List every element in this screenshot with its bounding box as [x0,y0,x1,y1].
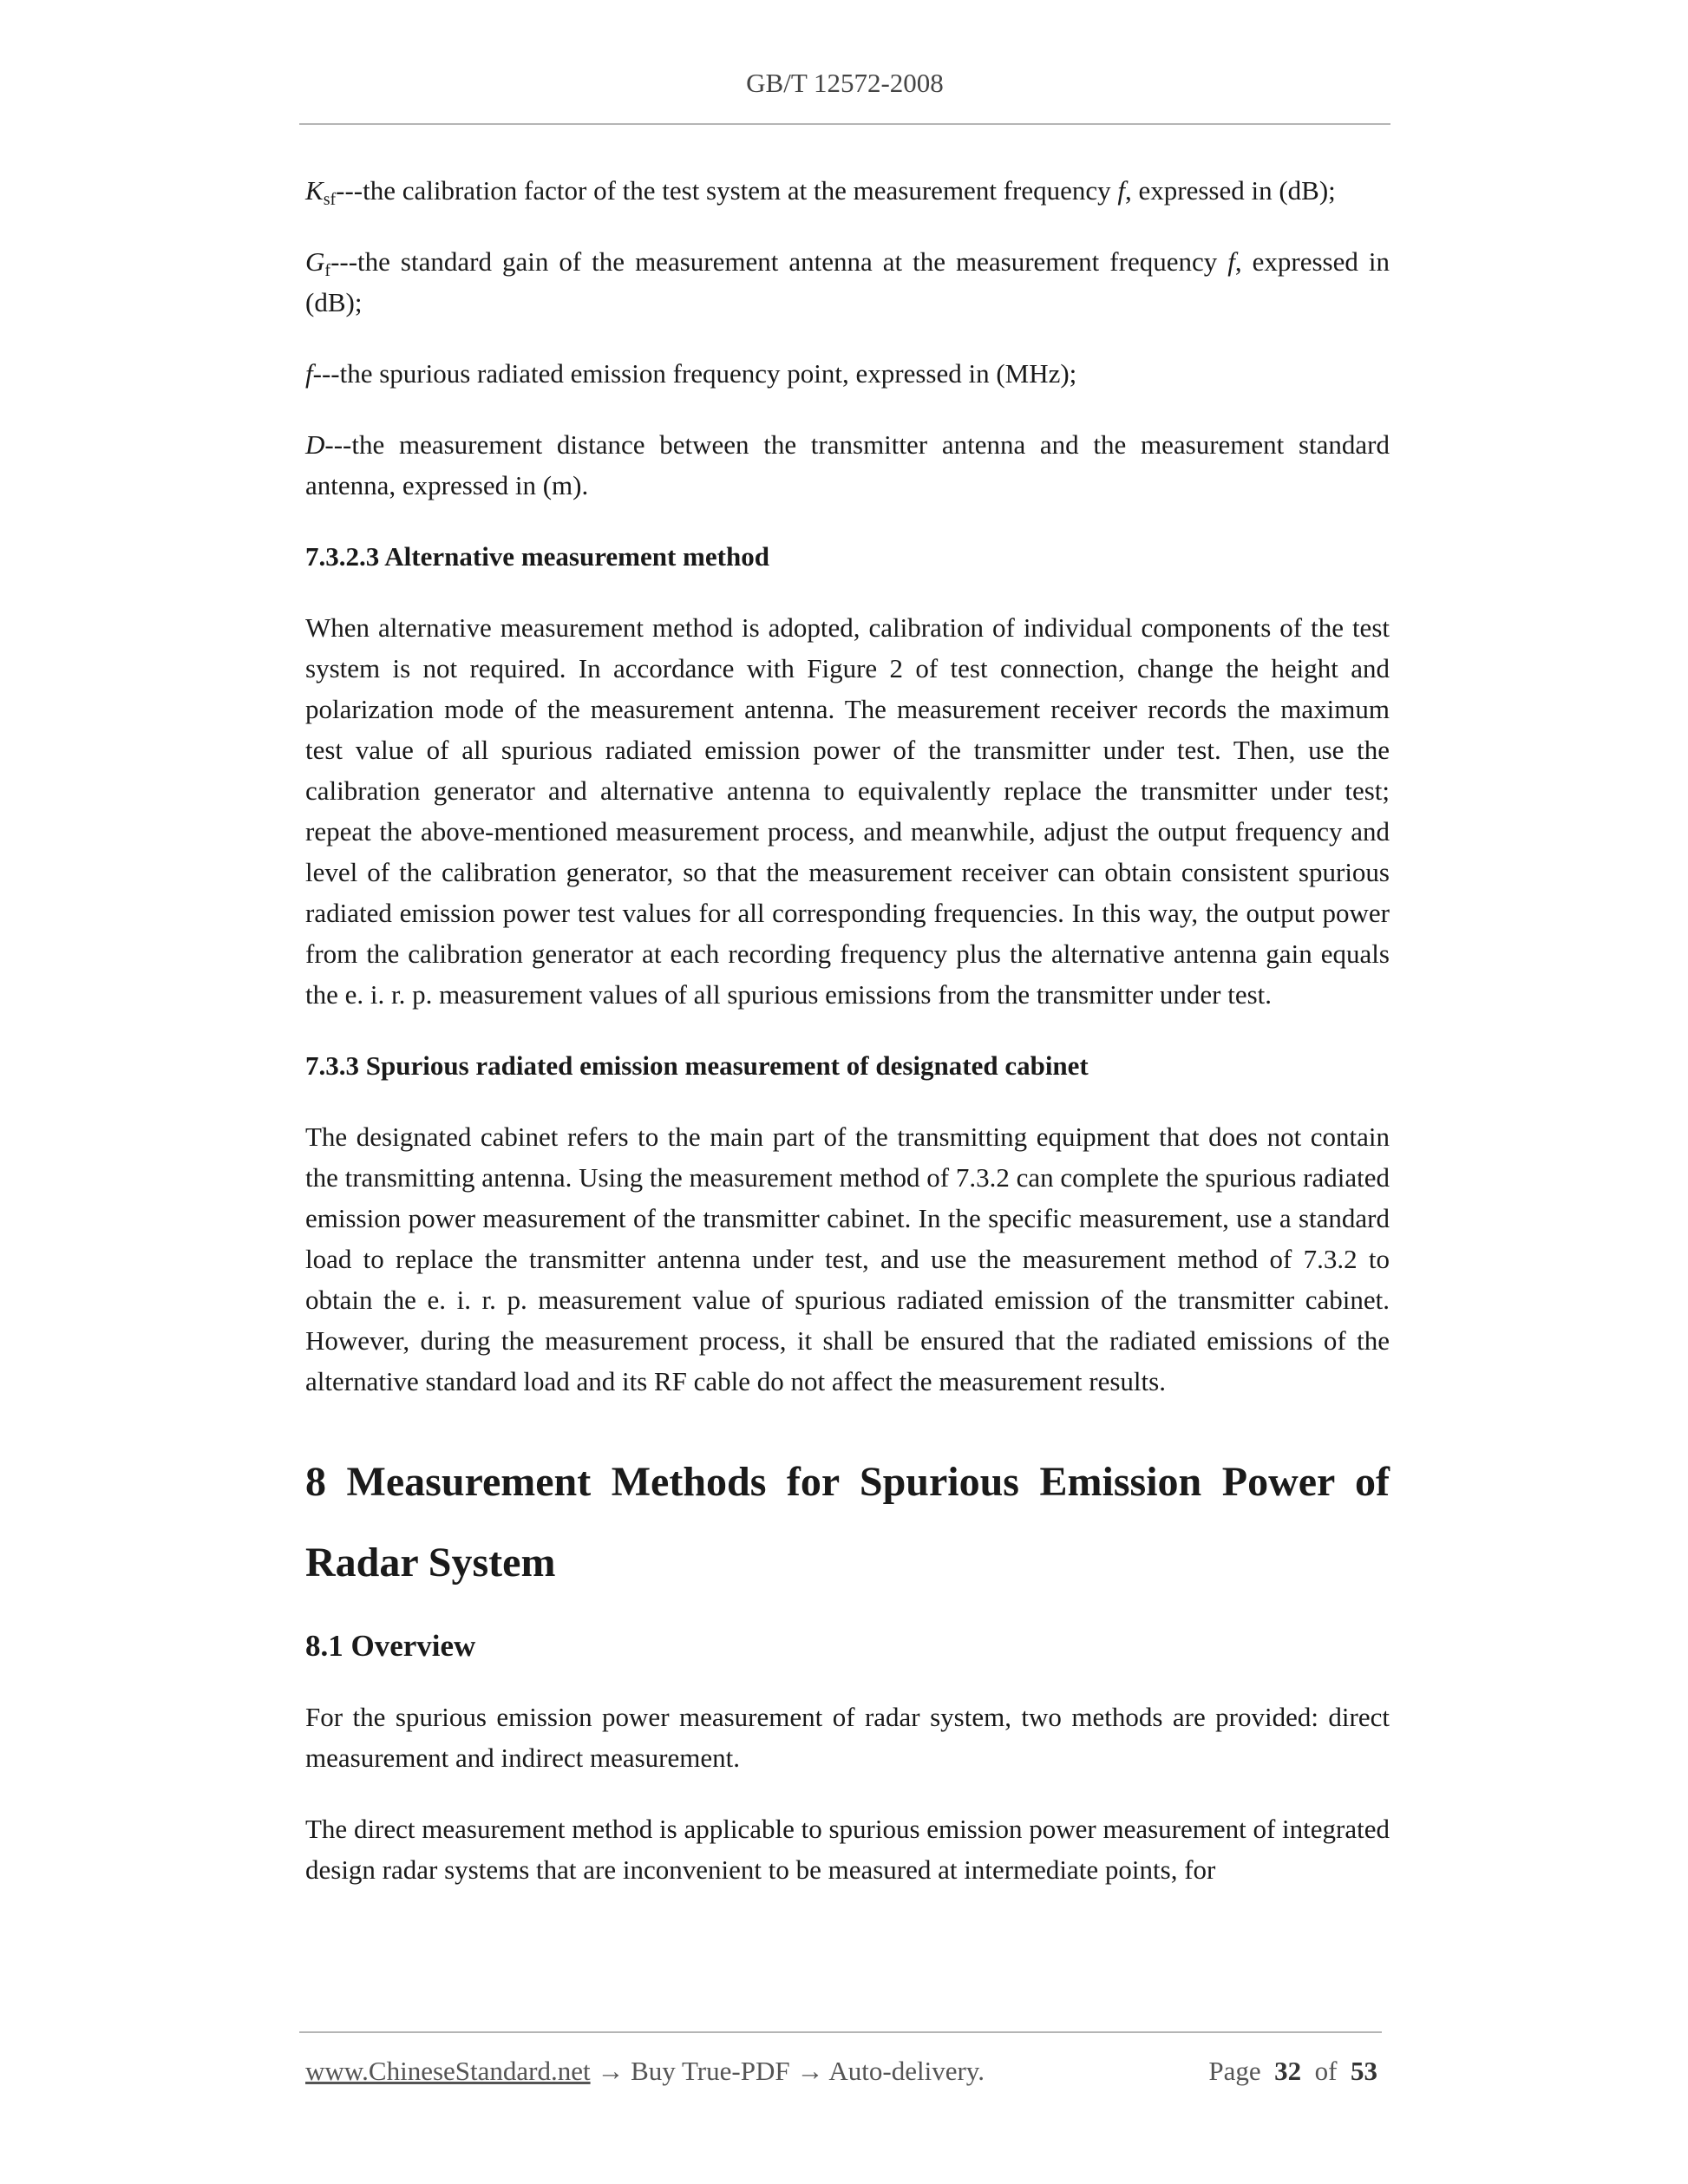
subscript-sf: sf [323,190,337,209]
heading-7-3-3: 7.3.3 Spurious radiated emission measurement of designated cabinet [305,1050,1089,1081]
footer-promo [305,2056,985,2087]
symbol-d: D [305,429,325,460]
paragraph-8-1-first: For the spurious emission power measurement of radar system, two methods are provided: direct measurement and indirect measurement. [305,1702,1390,1773]
definition-d [305,424,1390,506]
variable-f: f [1117,175,1125,206]
paragraph-8-1-second: The direct measurement method is applicable to spurious emission power measurement of integrated design radar systems that are inconvenient to be measured at intermediate points, for [305,1814,1390,1885]
footer-divider [299,2031,1382,2033]
paragraph-7-3-3: The designated cabinet refers to the main part of the transmitting equipment that does not contain the transmitting antenna. Using the measurement method of 7.3.2 can complete the spurious radiated emission power measurement of the transmitter cabinet. In the specific measurement, use a standard load to replace the transmitter antenna under test, and use the measurement method of 7.3.2 to obtain the e. i. r. p. measurement value of spurious radiated emission of the transmitter cabinet. However, during the measurement process, it shall be ensured that the radiated emissions of the alternative standard load and its RF cable do not affect the measurement results. [305,1121,1390,1396]
chapter-heading-8: 8 Measurement Methods for Spurious Emission Power of Radar System [305,1459,1390,1586]
definition-gf-unit: , expressed in (dB); [305,246,1390,317]
definition-gf [305,241,1390,323]
header-divider [299,123,1390,125]
definition-ksf-text: ---the calibration factor of the test system at the measurement frequency [336,175,1118,206]
of-label: of [1314,2056,1338,2086]
symbol-k: K [305,175,324,206]
arrow-icon: → [789,2056,829,2086]
definition-gf-text: ---the standard gain of the measurement antenna at the measurement frequency [330,246,1228,277]
arrow-icon: → [590,2056,631,2086]
site-link[interactable]: www.ChineseStandard.net [305,2056,591,2086]
symbol-g: G [305,246,325,277]
definition-d-text: ---the measurement distance between the transmitter antenna and the measurement standard antenna, expressed in (m). [305,429,1390,500]
definition-ksf-unit: , expressed in (dB); [1124,175,1336,206]
definition-f-text: ---the spurious radiated emission frequency point, expressed in (MHz); [312,358,1077,389]
page-body [305,170,1390,1920]
running-header: GB/T 12572-2008 [746,68,944,98]
buy-pdf-text: Buy True-PDF [631,2056,790,2086]
paragraph-7-3-2-3: When alternative measurement method is adopted, calibration of individual components of the test system is not required. In accordance with Figure 2 of test connection, change the height and polarization mode of the measurement antenna. The measurement receiver records the maximum test value of all spurious radiated emission power of the transmitter under test. Then, use the calibration generator and alternative antenna to equivalently replace the transmitter under test; repeat the above-mentioned measurement process, and meanwhile, adjust the output frequency and level of the calibration generator, so that the measurement receiver can obtain consistent spurious radiated emission power test values for all corresponding frequencies. In this way, the output power from the calibration generator at each recording frequency plus the alternative antenna gain equals the e. i. r. p. measurement values of all spurious emissions from the transmitter under test. [305,612,1390,1010]
heading-8-1: 8.1 Overview [305,1629,476,1663]
heading-7-3-2-3: 7.3.2.3 Alternative measurement method [305,541,769,572]
definition-f [305,353,1390,394]
subscript-f: f [324,261,331,280]
current-page-number: 32 [1274,2056,1302,2086]
page-label: Page [1208,2056,1261,2086]
total-pages-number: 53 [1351,2056,1377,2086]
symbol-f: f [305,358,313,389]
auto-delivery-text: Auto-delivery. [828,2056,985,2086]
definition-ksf [305,170,1390,211]
variable-f: f [1227,246,1235,277]
page-indicator [1208,2056,1377,2087]
